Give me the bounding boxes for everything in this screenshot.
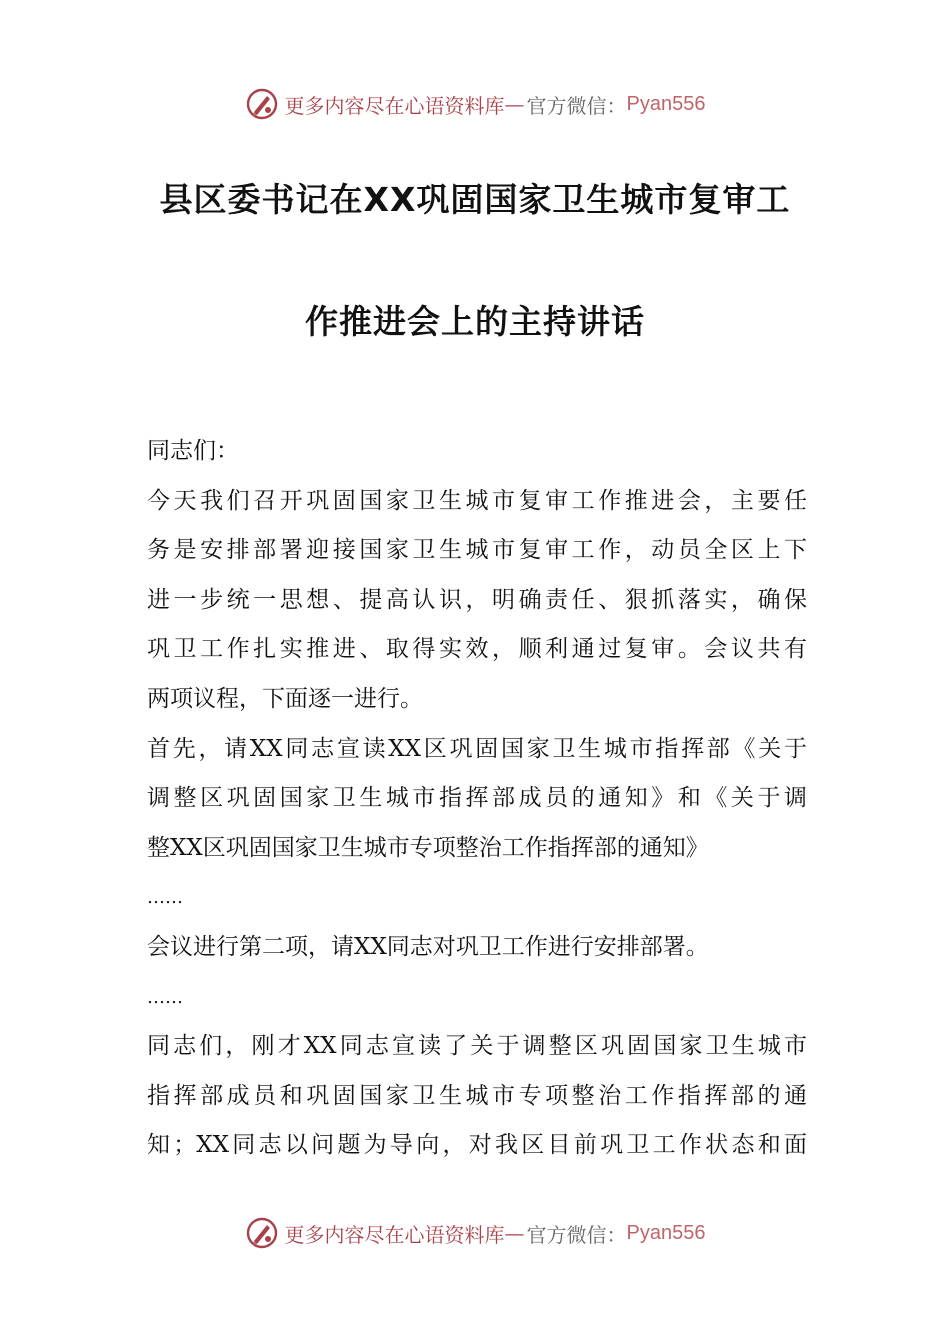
body-line: 同志们，刚才XX同志宣读了关于调整区巩固国家卫生城市 (147, 1033, 807, 1060)
body-line: 两项议程，下面逐一进行。 (147, 685, 423, 712)
watermark-brand: 更多内容尽在心语资料库 (284, 1222, 505, 1247)
pen-seal-icon (245, 1216, 279, 1250)
body-line: 知；XX同志以问题为导向，对我区目前巩卫工作状态和面 (147, 1132, 807, 1159)
document-title-line-1: 县区委书记在XX巩固国家卫生城市复审工 (159, 180, 791, 219)
body-line: 务是安排部署迎接国家卫生城市复审工作，动员全区上下 (147, 537, 807, 564)
body-line: 进一步统一思想、提高认识，明确责任、狠抓落实，确保 (147, 586, 807, 613)
watermark-dash: — (504, 92, 525, 116)
watermark-brand: 更多内容尽在心语资料库 (284, 93, 505, 118)
pen-seal-icon (245, 87, 279, 121)
body-line: 整XX区巩固国家卫生城市专项整治工作指挥部的通知》 (147, 834, 709, 861)
watermark-wechat-label: 官方微信： (526, 93, 627, 118)
watermark-dash: — (504, 1221, 525, 1245)
body-line: 会议进行第二项，请XX同志对巩卫工作进行安排部署。 (147, 933, 709, 960)
body-line: 首先，请XX同志宣读XX区巩固国家卫生城市指挥部《关于 (147, 735, 807, 762)
watermark-wechat-handle: Pyan556 (626, 92, 706, 115)
body-line: 调整区巩固国家卫生城市指挥部成员的通知》和《关于调 (147, 785, 807, 812)
body-line: 同志们： (147, 438, 239, 464)
document-title-line-2: 作推进会上的主持讲话 (305, 302, 645, 341)
watermark-wechat-handle: Pyan556 (626, 1221, 706, 1244)
watermark-banner-top (0, 84, 950, 124)
watermark-wechat-label: 官方微信： (526, 1222, 627, 1247)
document-body (147, 427, 807, 1171)
watermark-banner-bottom (0, 1213, 950, 1253)
body-line-ellipsis: …… (147, 887, 183, 909)
body-line: 巩卫工作扎实推进、取得实效，顺利通过复审。会议共有 (147, 636, 807, 663)
body-line-ellipsis: …… (147, 986, 183, 1008)
body-line: 今天我们召开巩固国家卫生城市复审工作推进会，主要任 (147, 487, 807, 514)
body-line: 指挥部成员和巩固国家卫生城市专项整治工作指挥部的通 (147, 1082, 807, 1109)
